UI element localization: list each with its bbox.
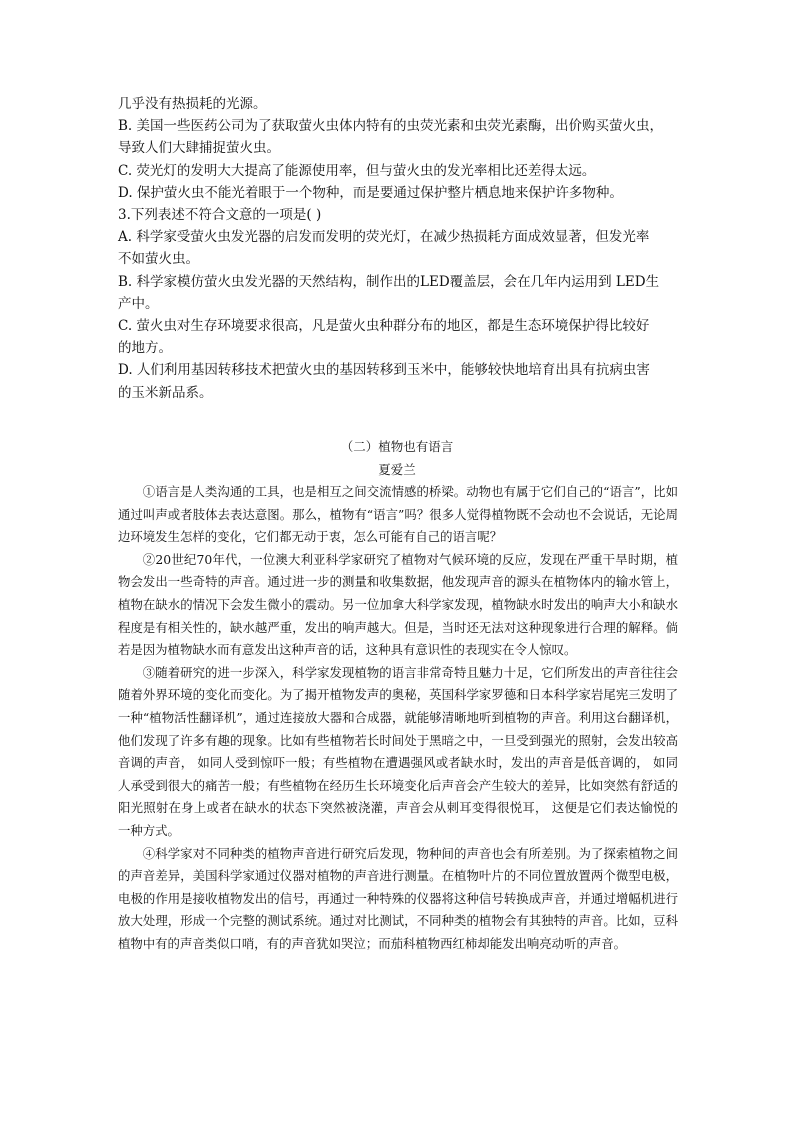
option-d-line: D. 保护萤火虫不能光着眼于一个物种，而是要通过保护整片栖息地来保护许多物种。 <box>118 184 623 201</box>
text-line: 的玉米新品系。 <box>118 384 213 401</box>
article-body <box>118 481 678 955</box>
paragraph-1: ①语言是人类沟通的工具，也是相互之间交流情感的桥梁。动物也有属于它们自己的“语言”，比如通过叫声或者肢体去表达意图。那么，植物有“语言”吗？很多人觉得植物既不会动也不会说话，无论周边环境发生怎样的变化，它们都无动于衷，怎么可能有自己的语言呢？ <box>118 484 678 545</box>
paragraph-3: ③随着研究的进一步深入，科学家发现植物的语言非常奇特且魅力十足，它们所发出的声音往往会随着外界环境的变化而变化。为了揭开植物发声的奥秘，英国科学家罗德和日本科学家岩尾宪三发明了一种“植物活性翻译机”，通过连接放大器和合成器，就能够清晰地听到植物的声音。利用这台翻译机，他们发现了许多有趣的现象。比如有些植物若长时间处于黑暗之中，一旦受到强光的照射，会发出较高音调的声音， 如同人受到惊吓一般；有些植物在遭遇强风或者缺水时，发出的声音是低音调的， 如同人承受到很大的痛苦一般；有些植物在经历生长环境变化后声音会产生较大的差异，比如突然有舒适的阳光照射在身上或者在缺水的状态下突然被浇灌，声音会从刺耳变得很悦耳， 这便是它们表达愉悦的一种方式。 <box>118 664 678 838</box>
text-line: 导致人们大肆捕捉萤火虫。 <box>118 140 280 157</box>
option-a-line: A. 科学家受萤火虫发光器的启发而发明的荧光灯，在减少热损耗方面成效显著，但发光率 <box>118 229 650 246</box>
option-c-line: C. 萤火虫对生存环境要求很高，凡是萤火虫种群分布的地区，都是生态环境保护得比较好 <box>118 318 650 335</box>
option-b-line: B. 科学家模仿萤火虫发光器的天然结构，制作出的LED覆盖层，会在几年内运用到 LED生 <box>118 273 660 290</box>
text-line: 的地方。 <box>118 340 172 357</box>
text-line: 几乎没有热损耗的光源。 <box>118 96 267 112</box>
article-title: （二）植物也有语言 <box>340 439 454 454</box>
paragraph-4: ④科学家对不同种类的植物声音进行研究后发现，物种间的声音也会有所差别。为了探索植物之间的声音差异，美国科学家通过仪器对植物的声音进行测量。在植物叶片的不同位置放置两个微型电极，电极的作用是接收植物发出的信号，再通过一种特殊的仪器将这种信号转换成声音，并通过增幅机进行放大处理，形成一个完整的测试系统。通过对比测试，不同种类的植物会有其独特的声音。比如，豆科植物中有的声音类似口哨，有的声音犹如哭泣；而茄科植物西红柿却能发出响亮动听的声音。 <box>118 845 678 951</box>
question-3: 3.下列表述不符合文意的一项是( ) <box>118 207 322 224</box>
text-line: 产中。 <box>118 295 159 312</box>
text-line: 不如萤火虫。 <box>118 251 199 268</box>
question-section <box>118 93 678 404</box>
paragraph-2: ②20世纪70年代，一位澳大利亚科学家研究了植物对气候环境的反应，发现在严重干旱时期，植物会发出一些奇特的声音。通过进一步的测量和收集数据，他发现声音的源头在植物体内的输水管上，植物在缺水的情况下会发生微小的震动。另一位加拿大科学家发现，植物缺水时发出的响声大小和缺水程度是有相关性的，缺水越严重，发出的响声越大。但是，当时还无法对这种现象进行合理的解释。倘若是因为植物缺水而有意发出这种声音的话，这种具有意识性的表现实在令人惊叹。 <box>118 551 678 658</box>
article-author: 夏爱兰 <box>378 462 416 477</box>
option-d-line: D. 人们利用基因转移技术把萤火虫的基因转移到玉米中，能够较快地培育出具有抗病虫害 <box>118 362 650 379</box>
option-c-line: C. 荧光灯的发明大大提高了能源使用率，但与萤火虫的发光率相比还差得太远。 <box>118 162 596 179</box>
option-b-line: B. 美国一些医药公司为了获取萤火虫体内特有的虫荧光素和虫荧光素酶，出价购买萤火虫， <box>118 118 664 135</box>
